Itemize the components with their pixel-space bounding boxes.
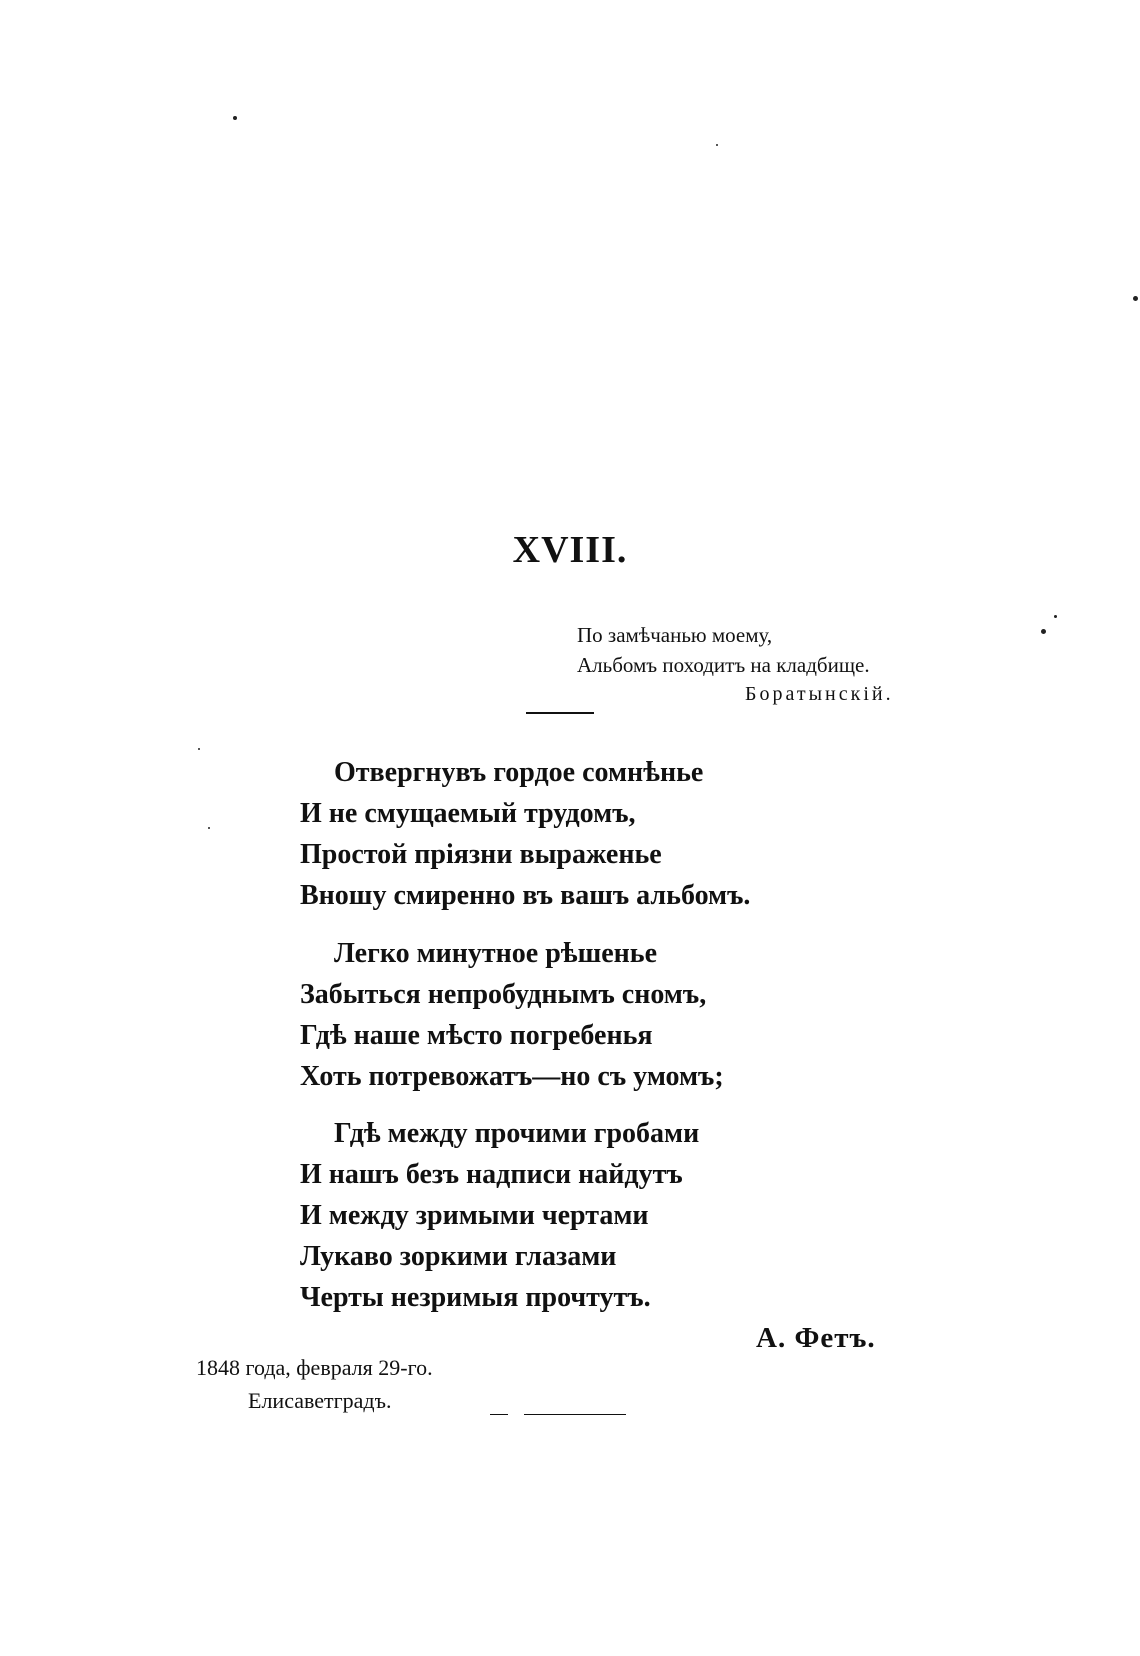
verse-line: Легко минутное рѣшенье — [334, 938, 658, 969]
verse-line: Хоть потревожатъ—но съ умомъ; — [300, 1061, 724, 1092]
verse-line: И между зримыми чертами — [300, 1200, 649, 1231]
scan-speck — [198, 748, 200, 750]
page-number: XVIII. — [512, 529, 628, 571]
end-divider — [490, 1414, 508, 1415]
poem-stanza — [300, 752, 920, 916]
verse-line: Черты незримыя прочтутъ. — [300, 1282, 651, 1313]
verse-line: Забыться непробуднымъ сномъ, — [300, 979, 707, 1010]
scan-speck — [233, 116, 237, 120]
verse-line: И нашъ безъ надписи найдутъ — [300, 1159, 683, 1190]
scan-speck — [208, 827, 210, 829]
epigraph — [577, 620, 997, 680]
verse-line: Простой пріязни выраженье — [300, 839, 662, 870]
poem-dateline: 1848 года, февраля 29-го. — [196, 1355, 433, 1380]
verse-line: Гдѣ наше мѣсто погребенья — [300, 1020, 653, 1051]
verse-line: Вношу смиренно въ вашъ альбомъ. — [300, 880, 751, 911]
end-divider — [524, 1414, 626, 1415]
poem-stanza — [300, 1113, 920, 1318]
poem-place: Елисаветградъ. — [248, 1388, 392, 1413]
section-divider — [526, 712, 594, 714]
verse-line: Гдѣ между прочими гробами — [334, 1118, 700, 1149]
epigraph-author: Боратынскій. — [745, 683, 894, 705]
scan-speck — [1133, 296, 1138, 301]
epigraph-line: По замѣчанью моему, — [577, 623, 773, 647]
scan-speck — [1054, 615, 1057, 618]
scan-speck — [1041, 629, 1046, 634]
poem-stanza — [300, 933, 920, 1097]
epigraph-line: Альбомъ походитъ на кладбище. — [577, 653, 870, 677]
poem-signature: А. Фетъ. — [756, 1322, 876, 1354]
verse-line: И не смущаемый трудомъ, — [300, 798, 636, 829]
verse-line: Отвергнувъ гордое сомнѣнье — [334, 757, 704, 788]
verse-line: Лукаво зоркими глазами — [300, 1241, 617, 1272]
scan-speck — [716, 144, 718, 146]
